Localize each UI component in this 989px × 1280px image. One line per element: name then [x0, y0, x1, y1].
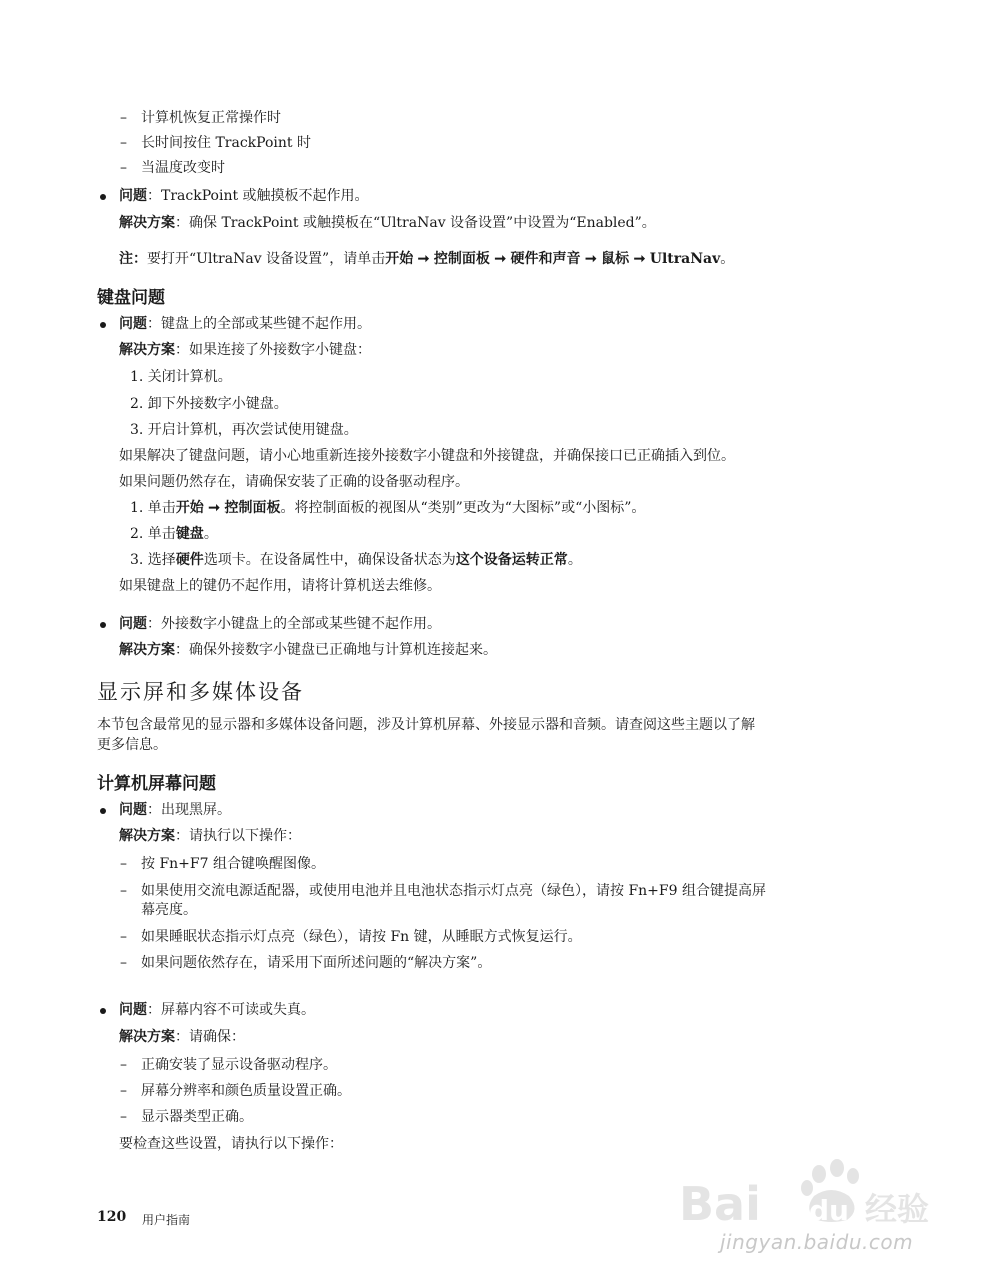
note-label: 注：	[119, 251, 147, 267]
note-path-hardware: 硬件和声音	[510, 251, 581, 267]
list-dash: –	[120, 856, 127, 872]
note-line	[119, 249, 734, 269]
step-item: 3. 选择硬件选项卡。在设备属性中，确保设备状态为这个设备运转正常。	[130, 552, 582, 568]
solution-line	[119, 213, 656, 233]
list-item: 显示器类型正确。	[141, 1109, 253, 1125]
bullet	[100, 194, 106, 200]
step-item: 2. 单击键盘。	[130, 526, 218, 542]
solution-line	[119, 640, 497, 660]
watermark-url: jingyan.baidu.com	[720, 1230, 914, 1254]
list-item: 如果问题依然存在，请采用下面所述问题的“解决方案”。	[141, 955, 492, 971]
bullet	[100, 322, 106, 328]
watermark-brand2: du	[809, 1194, 849, 1227]
solution-line	[119, 1027, 245, 1047]
list-dash: –	[120, 1109, 127, 1125]
solution-text: ：如果连接了外接数字小键盘：	[175, 342, 371, 358]
paragraph: 要检查这些设置，请执行以下操作：	[119, 1136, 343, 1152]
solution-line	[119, 826, 301, 846]
list-dash: –	[120, 160, 127, 176]
arrow-icon: ➞	[633, 251, 646, 267]
note-end: 。	[720, 251, 735, 267]
bullet	[100, 808, 106, 814]
note-path-control-panel: 控制面板	[433, 251, 490, 267]
list-item: 屏幕分辨率和颜色质量设置正确。	[141, 1083, 351, 1099]
solution-text: ：确保 TrackPoint 或触摸板在“UltraNav 设备设置”中设置为“Enabled”。	[175, 215, 656, 231]
arrow-icon: ➞	[417, 251, 430, 267]
list-item: 按 Fn+F7 组合键唤醒图像。	[141, 856, 325, 872]
solution-text: ：请执行以下操作：	[175, 828, 301, 844]
display-heading: 显示屏和多媒体设备	[97, 680, 304, 704]
problem-text: ：键盘上的全部或某些键不起作用。	[147, 316, 371, 332]
list-dash: –	[120, 1057, 127, 1073]
device-status: 这个设备运转正常	[455, 552, 568, 568]
keyboard-heading: 键盘问题	[97, 288, 165, 308]
hardware-tab: 硬件	[175, 552, 204, 568]
control-panel-link: 控制面板	[224, 500, 281, 516]
problem-line	[119, 186, 369, 206]
page-number: 120	[97, 1209, 127, 1225]
list-item: 如果睡眠状态指示灯点亮（绿色），请按 Fn 键，从睡眠方式恢复运行。	[141, 929, 582, 945]
problem-label: 问题	[119, 802, 147, 818]
problem-label: 问题	[119, 1002, 147, 1018]
problem-label: 问题	[119, 316, 147, 332]
list-item: 计算机恢复正常操作时	[141, 110, 281, 126]
keyboard-link: 键盘	[175, 526, 204, 542]
list-item: 当温度改变时	[141, 160, 225, 176]
problem-line	[119, 314, 371, 334]
watermark-cn: 经验	[865, 1190, 929, 1228]
solution-label: 解决方案	[119, 642, 175, 658]
arrow-icon: ➞	[208, 500, 220, 516]
watermark-brand: Bai	[679, 1177, 761, 1231]
step-item: 3. 开启计算机，再次尝试使用键盘。	[130, 422, 358, 438]
bullet	[100, 622, 106, 628]
step-item: 1. 关闭计算机。	[130, 369, 232, 385]
arrow-icon: ➞	[584, 251, 597, 267]
problem-text: ：屏幕内容不可读或失真。	[147, 1002, 315, 1018]
bullet	[100, 1008, 106, 1014]
solution-label: 解决方案	[119, 1029, 175, 1045]
problem-text: ：出现黑屏。	[147, 802, 231, 818]
problem-label: 问题	[119, 188, 147, 204]
list-item: 如果使用交流电源适配器，或使用电池并且电池状态指示灯点亮（绿色），请按 Fn+F9 组合键提高屏	[141, 883, 766, 899]
paragraph: 如果问题仍然存在，请确保安装了正确的设备驱动程序。	[119, 474, 469, 490]
problem-text: ：TrackPoint 或触摸板不起作用。	[147, 188, 369, 204]
solution-label: 解决方案	[119, 342, 175, 358]
list-dash: –	[120, 929, 127, 945]
solution-label: 解决方案	[119, 215, 175, 231]
note-path-start: 开始	[385, 251, 414, 267]
step-item: 1. 单击开始 ➞ 控制面板。将控制面板的视图从“类别”更改为“大图标”或“小图标”。	[130, 500, 646, 516]
list-item: 正确安装了显示设备驱动程序。	[141, 1057, 337, 1073]
list-item: 长时间按住 TrackPoint 时	[141, 135, 312, 151]
list-dash: –	[120, 135, 127, 151]
intro-line: 本节包含最常见的显示器和多媒体设备问题，涉及计算机屏幕、外接显示器和音频。请查阅这些主题以了解	[97, 717, 755, 733]
solution-line	[119, 340, 371, 360]
arrow-icon: ➞	[494, 251, 507, 267]
list-dash: –	[120, 1083, 127, 1099]
intro-line: 更多信息。	[97, 737, 167, 753]
note-path-mouse: 鼠标	[601, 251, 630, 267]
problem-line	[119, 614, 441, 634]
step-item: 2. 卸下外接数字小键盘。	[130, 396, 288, 412]
problem-line	[119, 800, 231, 820]
screen-heading: 计算机屏幕问题	[97, 774, 216, 794]
problem-label: 问题	[119, 616, 147, 632]
problem-line	[119, 1000, 315, 1020]
solution-text: ：确保外接数字小键盘已正确地与计算机连接起来。	[175, 642, 497, 658]
list-dash: –	[120, 110, 127, 126]
note-text: 要打开“UltraNav 设备设置”，请单击	[147, 251, 386, 267]
note-path-ultranav: UltraNav	[649, 251, 721, 267]
list-dash: –	[120, 883, 127, 899]
list-dash: –	[120, 955, 127, 971]
solution-label: 解决方案	[119, 828, 175, 844]
footer-title: 用户指南	[142, 1213, 191, 1227]
paragraph: 如果解决了键盘问题，请小心地重新连接外接数字小键盘和外接键盘，并确保接口已正确插入到位。	[119, 448, 735, 464]
list-item-cont: 幕亮度。	[141, 902, 197, 918]
solution-text: ：请确保：	[175, 1029, 245, 1045]
paragraph: 如果键盘上的键仍不起作用，请将计算机送去维修。	[119, 578, 441, 594]
start-link: 开始	[175, 500, 204, 516]
problem-text: ：外接数字小键盘上的全部或某些键不起作用。	[147, 616, 441, 632]
